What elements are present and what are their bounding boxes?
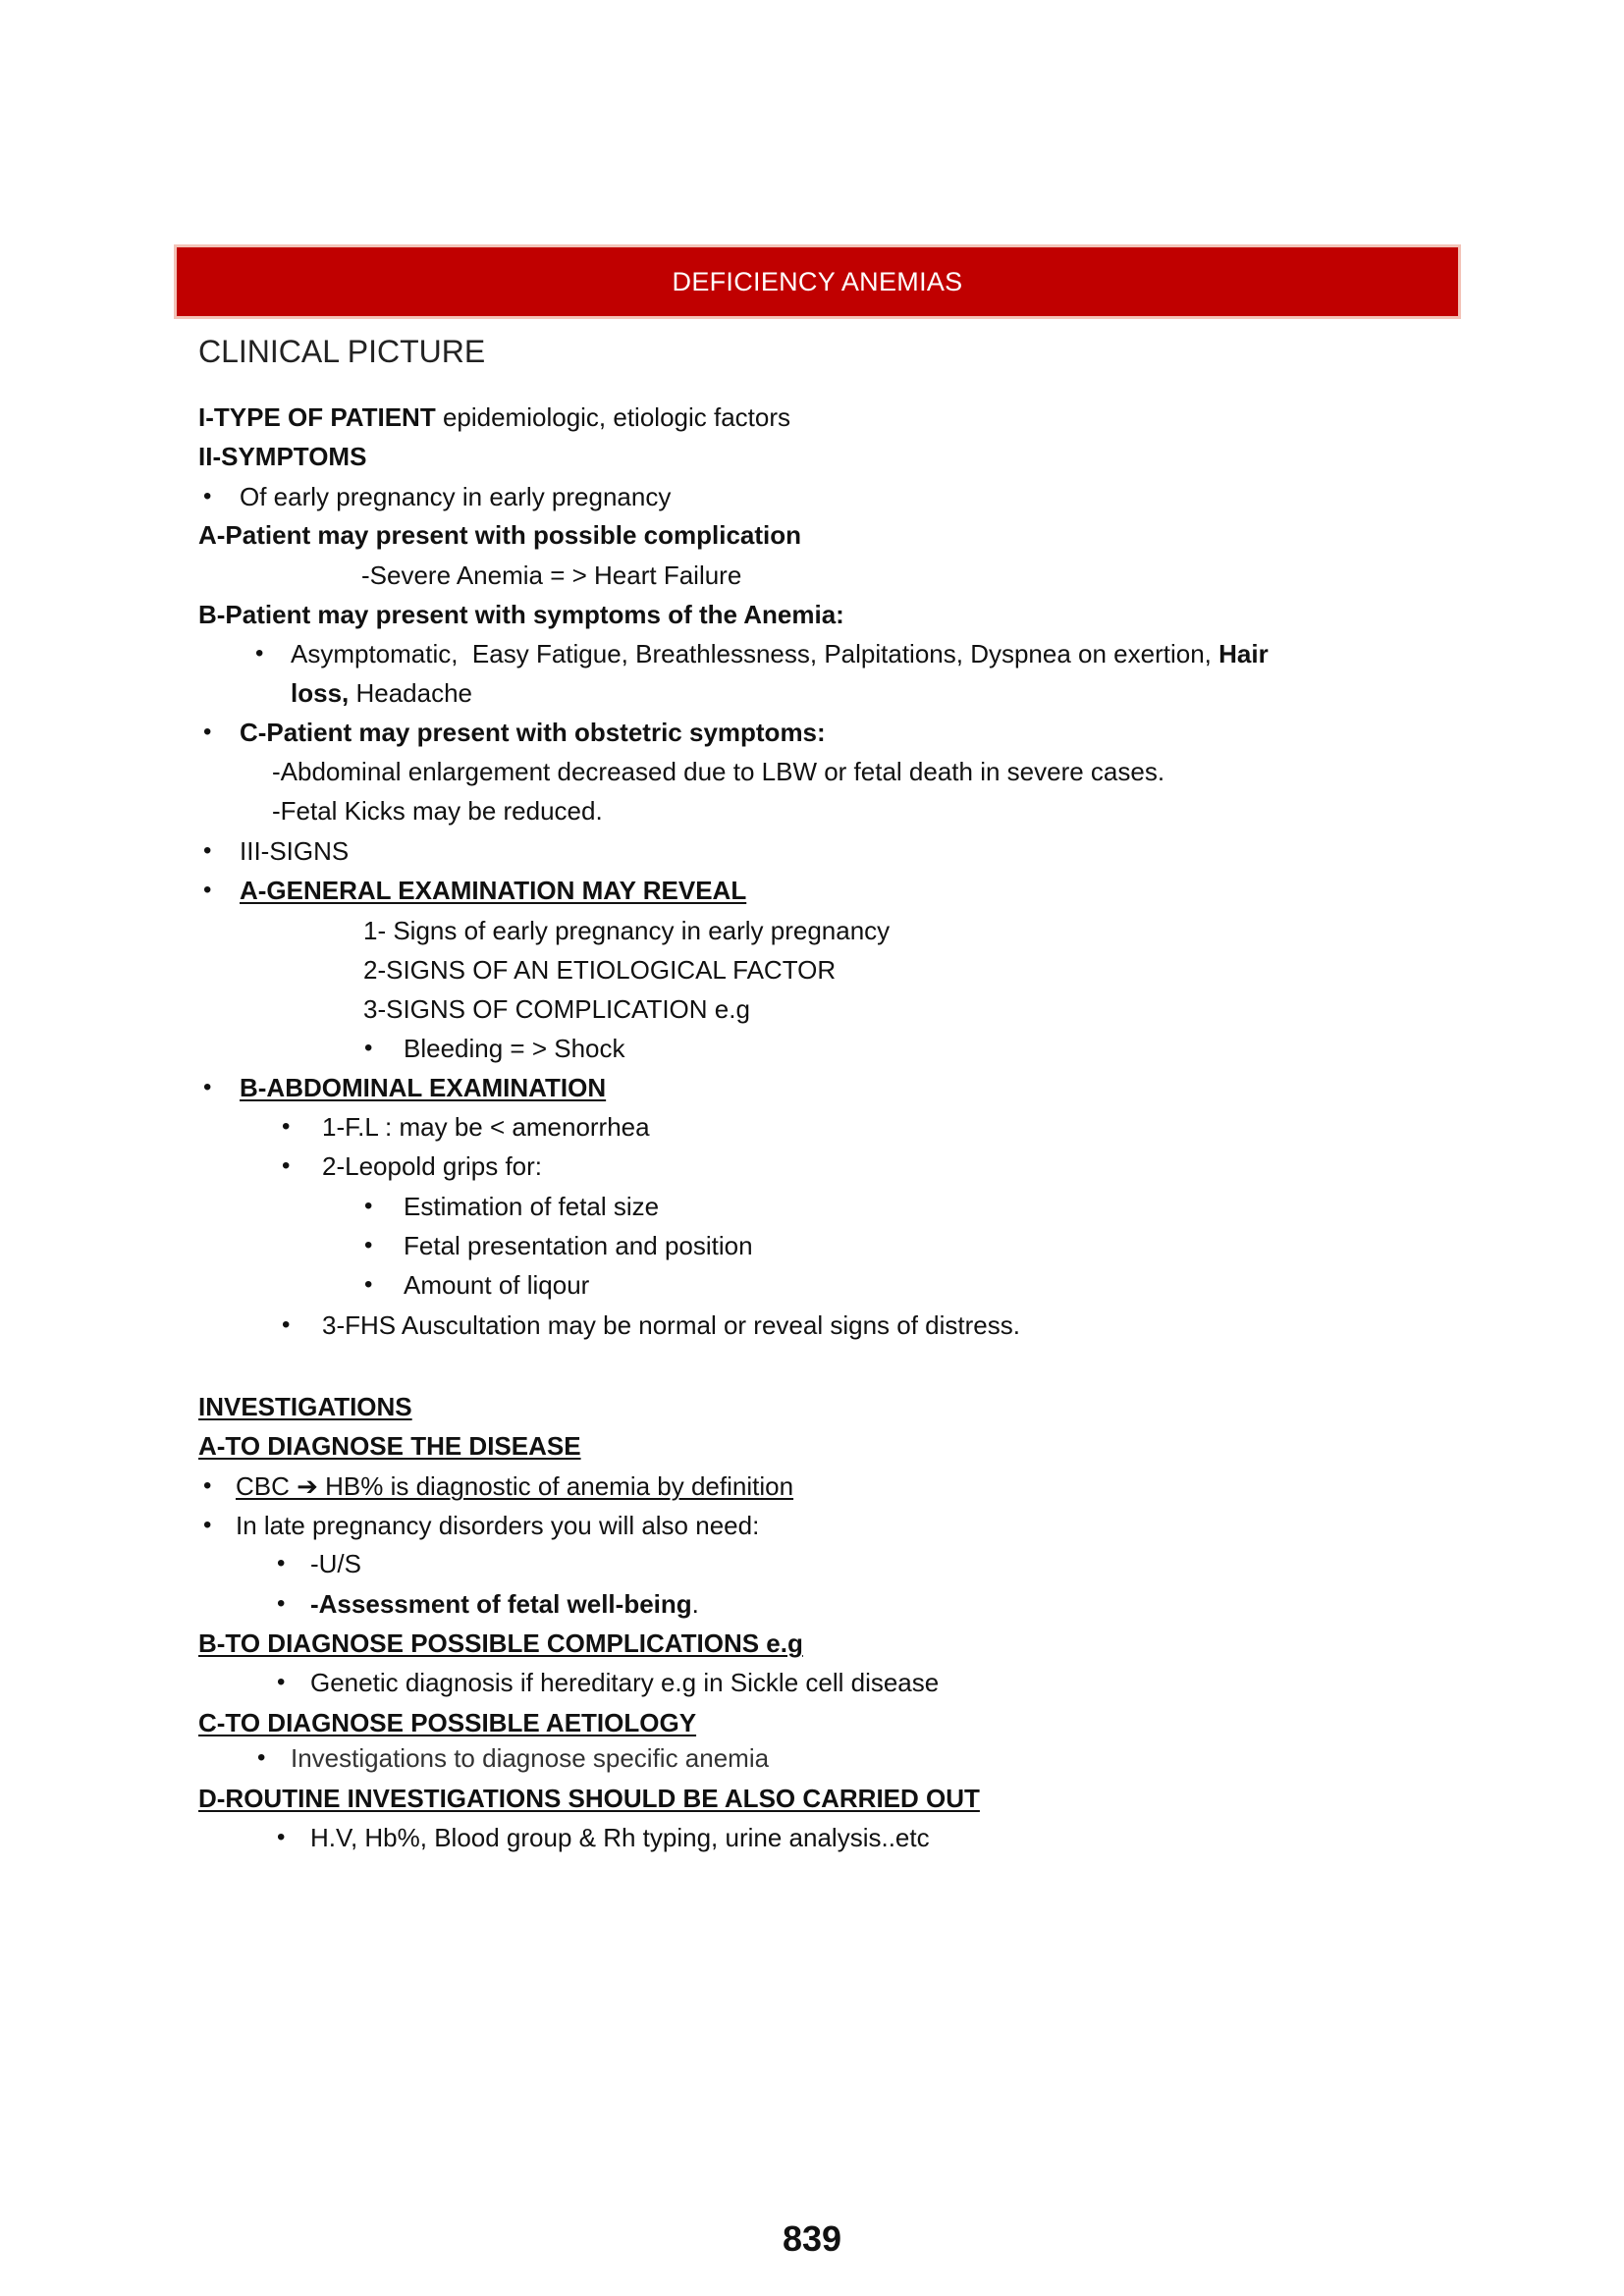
text-line bbox=[363, 992, 750, 1026]
text-line bbox=[240, 480, 671, 513]
bullet-marker: • bbox=[203, 1512, 212, 1538]
bullet-marker: • bbox=[364, 1035, 373, 1061]
text-line bbox=[236, 1469, 793, 1503]
text-line bbox=[363, 953, 836, 987]
text-segment: -Severe Anemia = > Heart Failure bbox=[361, 561, 742, 590]
text-line bbox=[291, 676, 472, 710]
text-line bbox=[361, 559, 741, 592]
text-line bbox=[322, 1110, 650, 1144]
text-segment: 1- Signs of early pregnancy in early pregnancy bbox=[363, 916, 891, 945]
section-title: DEFICIENCY ANEMIAS bbox=[672, 266, 963, 296]
text-segment: INVESTIGATIONS bbox=[198, 1392, 412, 1421]
text-line bbox=[322, 1308, 1020, 1342]
bullet-marker: • bbox=[203, 837, 212, 864]
text-segment: A-GENERAL EXAMINATION MAY REVEAL bbox=[240, 876, 747, 905]
text-segment: Fetal presentation and position bbox=[404, 1231, 753, 1260]
page-number: 839 bbox=[782, 2218, 842, 2259]
text-line bbox=[404, 1229, 753, 1262]
bullet-marker: • bbox=[282, 1311, 291, 1338]
bullet-marker: • bbox=[282, 1113, 291, 1140]
text-segment: D-ROUTINE INVESTIGATIONS SHOULD BE ALSO CARRIED OUT bbox=[198, 1784, 980, 1813]
text-segment: CBC ➔ HB% is diagnostic of anemia by definition bbox=[236, 1471, 794, 1501]
text-line bbox=[240, 874, 746, 907]
bullet-marker: • bbox=[203, 483, 212, 509]
text-line bbox=[240, 1071, 606, 1104]
text-line bbox=[322, 1149, 542, 1183]
bullet-marker: • bbox=[203, 1472, 212, 1499]
text-segment: Investigations to diagnose specific anemia bbox=[291, 1743, 770, 1773]
section-header-bar bbox=[177, 247, 1458, 316]
text-segment: C-Patient may present with obstetric symptoms: bbox=[240, 718, 826, 747]
bullet-marker: • bbox=[364, 1271, 373, 1298]
bullet-marker: • bbox=[257, 1744, 266, 1771]
text-line bbox=[363, 914, 890, 947]
text-line bbox=[198, 518, 801, 552]
text-line bbox=[404, 1190, 659, 1223]
text-segment: . bbox=[691, 1589, 699, 1619]
bullet-marker: • bbox=[203, 719, 212, 745]
text-segment: III-SIGNS bbox=[240, 836, 350, 866]
bullet-marker: • bbox=[277, 1590, 286, 1617]
text-line bbox=[310, 1821, 930, 1854]
text-segment: 3-SIGNS OF COMPLICATION e.g bbox=[363, 994, 750, 1024]
bullet-marker: • bbox=[277, 1824, 286, 1850]
text-line bbox=[310, 1587, 699, 1621]
text-line bbox=[198, 1390, 412, 1423]
text-segment: -U/S bbox=[310, 1549, 361, 1578]
bullet-marker: • bbox=[282, 1152, 291, 1179]
text-line bbox=[240, 716, 826, 749]
text-segment: 2-SIGNS OF AN ETIOLOGICAL FACTOR bbox=[363, 955, 837, 985]
text-segment: A-Patient may present with possible complication bbox=[198, 520, 802, 550]
text-line bbox=[198, 1627, 803, 1660]
text-segment: A-TO DIAGNOSE THE DISEASE bbox=[198, 1431, 581, 1461]
text-segment: Bleeding = > Shock bbox=[404, 1034, 625, 1063]
text-line bbox=[198, 1782, 980, 1815]
bullet-marker: • bbox=[203, 877, 212, 903]
text-line bbox=[291, 1741, 769, 1775]
text-segment: Hair bbox=[1218, 639, 1269, 668]
text-segment: C-TO DIAGNOSE POSSIBLE AETIOLOGY bbox=[198, 1708, 697, 1737]
text-line bbox=[310, 1666, 939, 1699]
text-line bbox=[404, 1032, 625, 1065]
text-line bbox=[310, 1547, 361, 1580]
text-segment: Estimation of fetal size bbox=[404, 1192, 660, 1221]
text-line bbox=[272, 755, 1164, 788]
text-segment: Genetic diagnosis if hereditary e.g in Sickle cell disease bbox=[310, 1668, 940, 1697]
text-segment: loss, bbox=[291, 678, 350, 708]
text-line bbox=[291, 637, 1269, 670]
text-segment: In late pregnancy disorders you will also need: bbox=[236, 1511, 760, 1540]
text-segment: B-Patient may present with symptoms of the Anemia: bbox=[198, 600, 844, 629]
text-line bbox=[198, 598, 844, 631]
text-segment: Amount of liqour bbox=[404, 1270, 590, 1300]
bullet-marker: • bbox=[277, 1550, 286, 1576]
text-segment: 1-F.L : may be < amenorrhea bbox=[322, 1112, 650, 1142]
text-segment: H.V, Hb%, Blood group & Rh typing, urine analysis..etc bbox=[310, 1823, 930, 1852]
text-line bbox=[404, 1268, 589, 1302]
bullet-marker: • bbox=[364, 1193, 373, 1219]
text-segment: epidemiologic, etiologic factors bbox=[435, 402, 791, 432]
text-segment: I-TYPE OF PATIENT bbox=[198, 402, 436, 432]
text-line bbox=[272, 794, 603, 828]
text-line bbox=[198, 1706, 696, 1739]
bullet-marker: • bbox=[277, 1669, 286, 1695]
text-segment: -Fetal Kicks may be reduced. bbox=[272, 796, 603, 826]
text-segment: B-ABDOMINAL EXAMINATION bbox=[240, 1073, 607, 1102]
text-segment: Asymptomatic, Easy Fatigue, Breathlessness, Palpitations, Dyspnea on exertion, bbox=[291, 639, 1219, 668]
subtitle: CLINICAL PICTURE bbox=[198, 334, 486, 369]
text-segment: B-TO DIAGNOSE POSSIBLE COMPLICATIONS e.g bbox=[198, 1629, 803, 1658]
text-line bbox=[198, 1429, 581, 1463]
bullet-marker: • bbox=[364, 1232, 373, 1258]
text-line bbox=[236, 1509, 759, 1542]
text-segment: 3-FHS Auscultation may be normal or reveal signs of distress. bbox=[322, 1310, 1020, 1340]
text-segment: -Abdominal enlargement decreased due to LBW or fetal death in severe cases. bbox=[272, 757, 1165, 786]
bullet-marker: • bbox=[255, 640, 264, 667]
text-segment: -Assessment of fetal well-being bbox=[310, 1589, 692, 1619]
bullet-marker: • bbox=[203, 1074, 212, 1100]
text-line bbox=[240, 834, 349, 868]
text-line bbox=[198, 400, 790, 434]
text-segment: 2-Leopold grips for: bbox=[322, 1151, 543, 1181]
text-segment: Of early pregnancy in early pregnancy bbox=[240, 482, 672, 511]
text-segment: Headache bbox=[349, 678, 473, 708]
text-line bbox=[198, 440, 366, 473]
text-segment: II-SYMPTOMS bbox=[198, 442, 367, 471]
